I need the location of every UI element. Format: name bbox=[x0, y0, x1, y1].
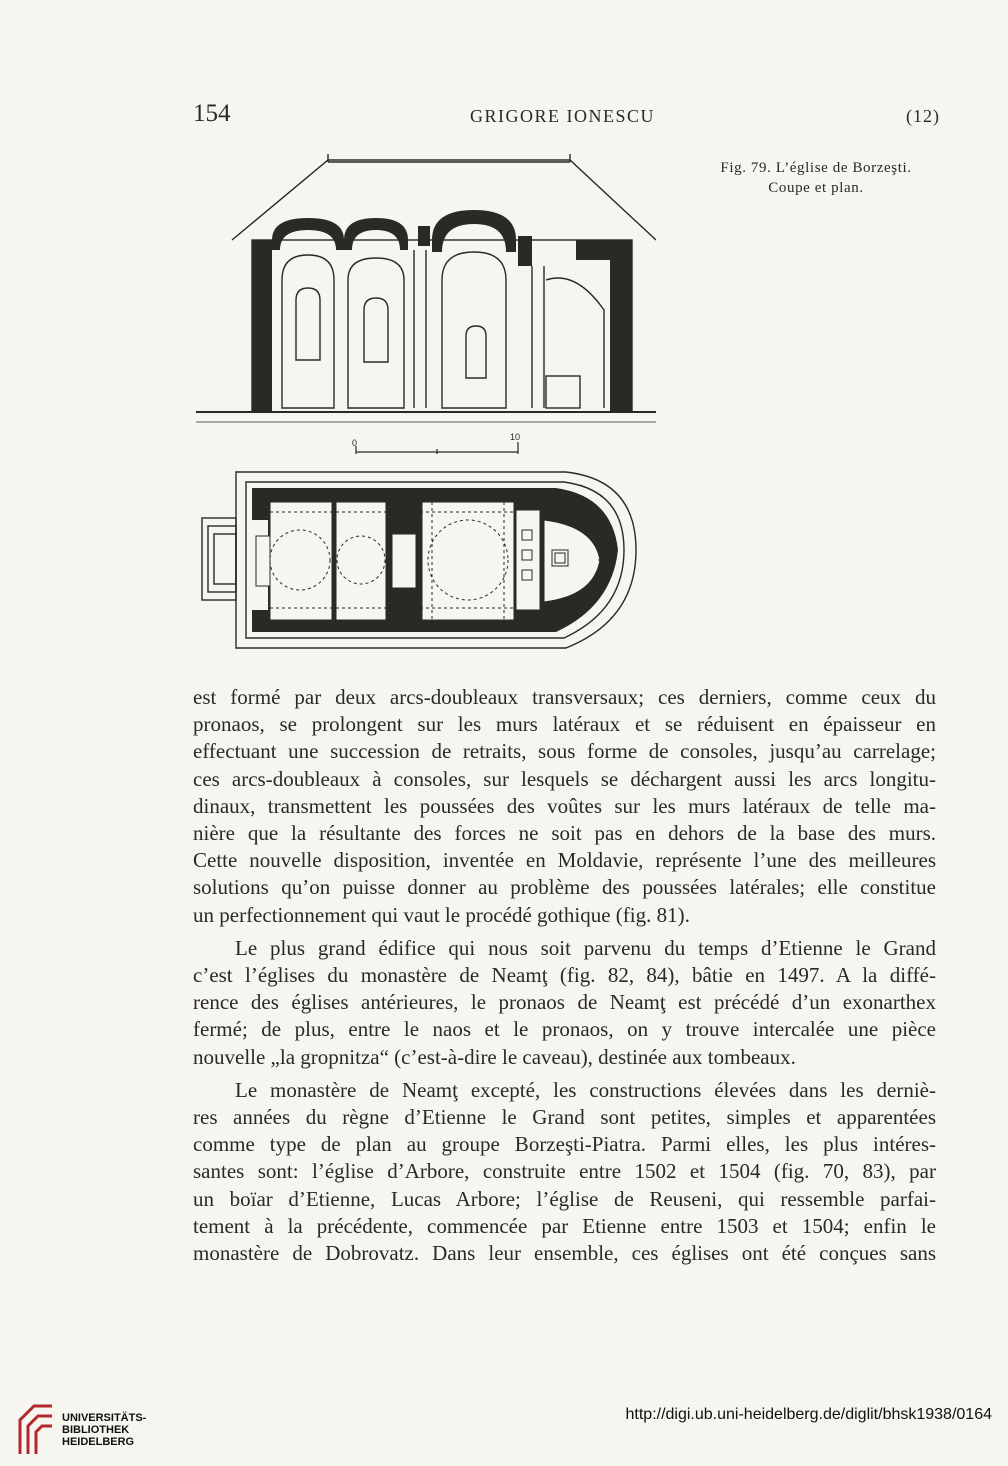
text-line: tement à la précédente, commencée par Etienne entre 1503 et 1504; enfin le bbox=[193, 1213, 936, 1238]
body-text bbox=[193, 684, 936, 1267]
library-logo-icon bbox=[14, 1400, 58, 1458]
text-line: Le monastère de Neamţ excepté, les constructions élevées dans les derniè- bbox=[235, 1077, 936, 1102]
running-title: GRIGORE IONESCU bbox=[470, 106, 656, 126]
text-line: dinaux, transmettent les poussées des voûtes sur les murs latéraux de telle ma- bbox=[193, 793, 936, 818]
scale-end-label: 10 bbox=[510, 432, 521, 442]
text-line: effectuant une succession de retraits, sous forme de consoles, jusqu’au carrelage; bbox=[193, 739, 936, 764]
text-line: un boïar d’Etienne, Lucas Arbore; l’église de Reuseni, qui ressemble parfai- bbox=[193, 1186, 936, 1211]
figure-caption bbox=[680, 158, 952, 198]
text-line: est formé par deux arcs-doubleaux transversaux; ces derniers, comme ceux du bbox=[193, 685, 936, 709]
text-line: un perfectionnement qui vaut le procédé gothique (fig. 81). bbox=[193, 902, 690, 927]
library-name bbox=[62, 1412, 146, 1448]
section-elevation bbox=[196, 154, 656, 422]
caption-line-1: Fig. 79. L’église de Borzeşti. bbox=[720, 160, 912, 176]
library-name-line-1: UNIVERSITÄTS- bbox=[62, 1412, 147, 1424]
scale-bar bbox=[356, 442, 518, 454]
text-line: Cette nouvelle disposition, inventée en Moldavie, représente l’une des meilleures bbox=[193, 848, 936, 873]
scale-start-label: 0 bbox=[352, 438, 358, 448]
text-line: ces arcs-doubleaux à consoles, sur lesquels se déchargent aussi les arcs longitu- bbox=[193, 766, 936, 791]
text-line: fermé; de plus, entre le naos et le pronaos, on y trouve intercalée une pièce bbox=[193, 1017, 936, 1042]
text-line: pronaos, se prolongent sur les murs latéraux et se réduisent en épaisseur en bbox=[193, 712, 936, 737]
text-line: nière que la résultante des forces ne soit pas en dehors de la base des murs. bbox=[193, 821, 936, 846]
page-number: 154 bbox=[193, 100, 231, 127]
text-line: c’est l’églises du monastère de Neamţ (fig. 82, 84), bâtie en 1497. A la diffé- bbox=[193, 963, 936, 988]
source-url-link[interactable]: http://digi.ub.uni-heidelberg.de/diglit/bhsk1938/0164 bbox=[625, 1406, 992, 1423]
library-name-line-3: HEIDELBERG bbox=[62, 1436, 135, 1448]
text-line: comme type de plan au groupe Borzeşti-Piatra. Parmi elles, les plus intéres- bbox=[193, 1132, 936, 1157]
caption-line-2: Coupe et plan. bbox=[768, 180, 864, 196]
text-line: monastère de Dobrovatz. Dans leur ensemble, ces églises ont été conçues sans bbox=[193, 1241, 936, 1266]
text-line: solutions qu’on puisse donner au problème des poussées latérales; elle constitue bbox=[193, 875, 936, 900]
floor-plan bbox=[202, 472, 636, 648]
text-line: rence des églises antérieures, le pronaos de Neamţ est précédé d’un exonarthex bbox=[193, 990, 936, 1015]
text-line: res années du règne d’Etienne le Grand sont petites, simples et apparentées bbox=[193, 1105, 936, 1130]
section-number: (12) bbox=[906, 106, 940, 126]
library-name-line-2: BIBLIOTHEK bbox=[62, 1424, 130, 1436]
church-drawing bbox=[196, 140, 656, 660]
text-line: santes sont: l’église d’Arbore, construite entre 1502 et 1504 (fig. 70, 83), par bbox=[193, 1159, 936, 1184]
text-line: Le plus grand édifice qui nous soit parvenu du temps d’Etienne le Grand bbox=[235, 935, 936, 960]
text-line: nouvelle „la gropnitza“ (c’est-à-dire le caveau), destinée aux tombeaux. bbox=[193, 1044, 796, 1069]
